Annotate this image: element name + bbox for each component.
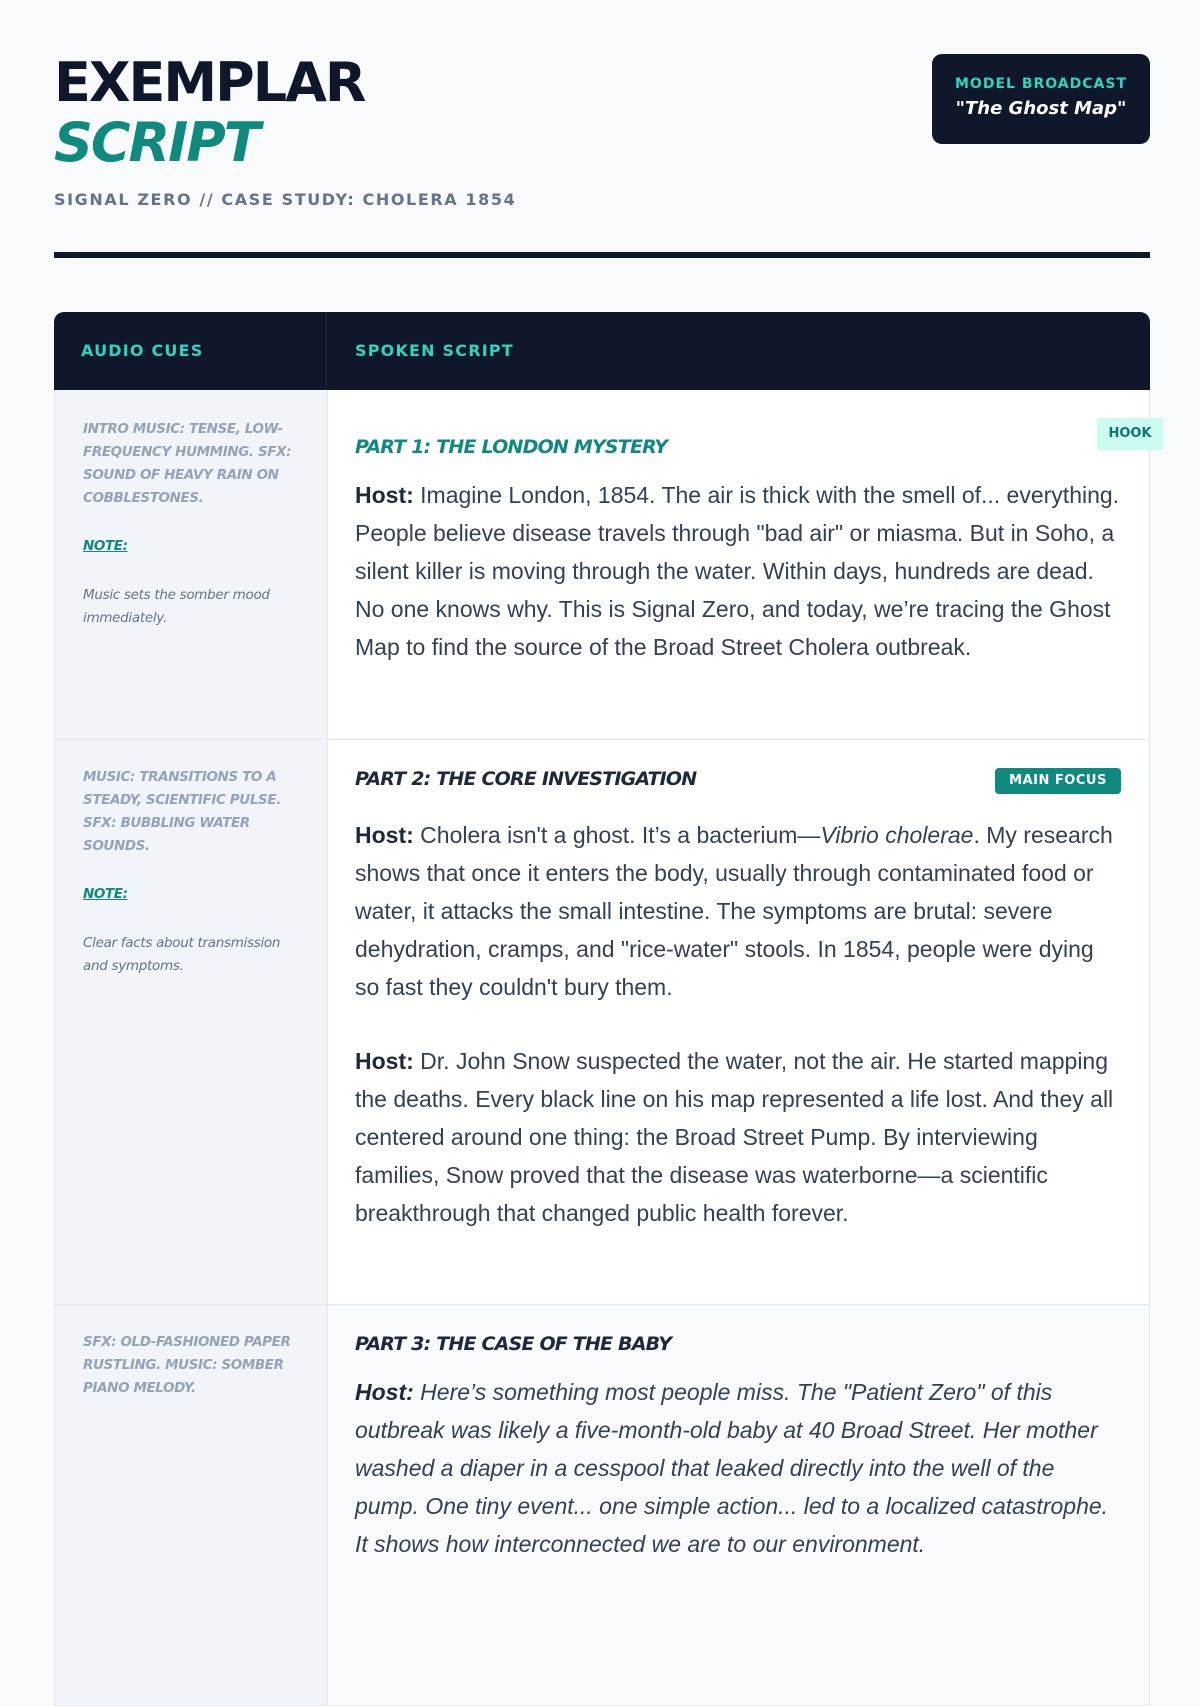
audio-cue-text: SFX: OLD-FASHIONED PAPER RUSTLING. MUSIC: SOMBER PIANO MELODY. <box>83 1334 291 1396</box>
page-title-line2: SCRIPT <box>54 111 259 174</box>
hook-tag: HOOK <box>1097 418 1163 450</box>
spoken-script-cell <box>328 740 1149 1304</box>
script-paragraph <box>355 476 1121 666</box>
note-label: NOTE: <box>83 538 128 554</box>
speaker-label: Host: <box>355 1048 414 1074</box>
header-divider <box>54 252 1150 258</box>
table-row <box>54 740 1150 1305</box>
audio-cue-cell <box>55 390 328 739</box>
script-text: Dr. John Snow suspected the water, not the air. He started mapping the deaths. Every black line on his map represented a life lost. And they all centered around one thing: the Broad Street Pump. By interviewing families, Snow proved that the disease was waterborne—a scientific breakthrough that changed public health forever. <box>355 1048 1114 1226</box>
audio-cue-text: INTRO MUSIC: TENSE, LOW-FREQUENCY HUMMING. SFX: SOUND OF HEAVY RAIN ON COBBLESTONES. <box>83 421 292 506</box>
main-focus-tag: MAIN FOCUS <box>995 768 1121 794</box>
speaker-label: Host: <box>355 482 414 508</box>
part-heading: PART 1: THE LONDON MYSTERY <box>355 436 668 458</box>
spoken-script-cell <box>328 390 1152 739</box>
script-paragraph <box>355 1042 1121 1232</box>
audio-cue-cell <box>55 1305 328 1705</box>
script-table <box>54 312 1150 1706</box>
broadcast-badge <box>932 54 1150 144</box>
script-text: Cholera isn't a ghost. It’s a bacterium— <box>420 822 821 848</box>
table-row <box>54 390 1150 740</box>
table-header <box>54 312 1150 390</box>
script-text-italic: Vibrio cholerae <box>820 822 974 848</box>
note-label: NOTE: <box>83 886 128 902</box>
note-text: Clear facts about transmission and symptoms. <box>83 935 281 974</box>
column-header-audio-cues: AUDIO CUES <box>54 312 327 390</box>
audio-cue-cell <box>55 740 328 1304</box>
table-row <box>54 1305 1150 1706</box>
audio-cue-text: MUSIC: TRANSITIONS TO A STEADY, SCIENTIFIC PULSE. SFX: BUBBLING WATER SOUNDS. <box>83 769 281 854</box>
speaker-label: Host: <box>355 822 414 848</box>
part-heading: PART 2: THE CORE INVESTIGATION <box>355 768 697 790</box>
page-header <box>54 0 1150 260</box>
script-paragraph <box>355 1373 1121 1563</box>
speaker-label: Host: <box>355 1379 414 1405</box>
spoken-script-cell <box>328 1305 1149 1705</box>
badge-title: "The Ghost Map" <box>955 98 1127 119</box>
script-text: Imagine London, 1854. The air is thick with the smell of... everything. People believe disease travels through "bad air" or miasma. But in Soho, a silent killer is moving through the water. Within days, hundreds are dead. No one knows why. This is Signal Zero, and today, we’re tracing the Ghost Map to find the source of the Broad Street Cholera outbreak. <box>355 482 1120 660</box>
script-text: Here’s something most people miss. The "Patient Zero" of this outbreak was likely a five-month-old baby at 40 Broad Street. Her mother washed a diaper in a cesspool that leaked directly into the well of the pump. One tiny event... one simple action... led to a localized catastrophe. It shows how interconnected we are to our environment. <box>355 1379 1109 1557</box>
page-title-line1: EXEMPLAR <box>54 51 365 114</box>
script-page <box>54 0 1152 1557</box>
script-paragraph <box>355 816 1121 1006</box>
badge-label: MODEL BROADCAST <box>955 76 1127 92</box>
part-heading: PART 3: THE CASE OF THE BABY <box>355 1333 672 1355</box>
page-subtitle: SIGNAL ZERO // CASE STUDY: CHOLERA 1854 <box>54 190 517 209</box>
note-text: Music sets the somber mood immediately. <box>83 587 270 626</box>
column-header-spoken-script: SPOKEN SCRIPT <box>355 341 514 360</box>
script-text: . My research shows that once it enters the body, usually through contaminated food or water, it attacks the small intestine. The symptoms are brutal: severe dehydration, cramps, and "rice-water" stools. In 1854, people were dying so fast they couldn't bury them. <box>355 822 1113 1000</box>
